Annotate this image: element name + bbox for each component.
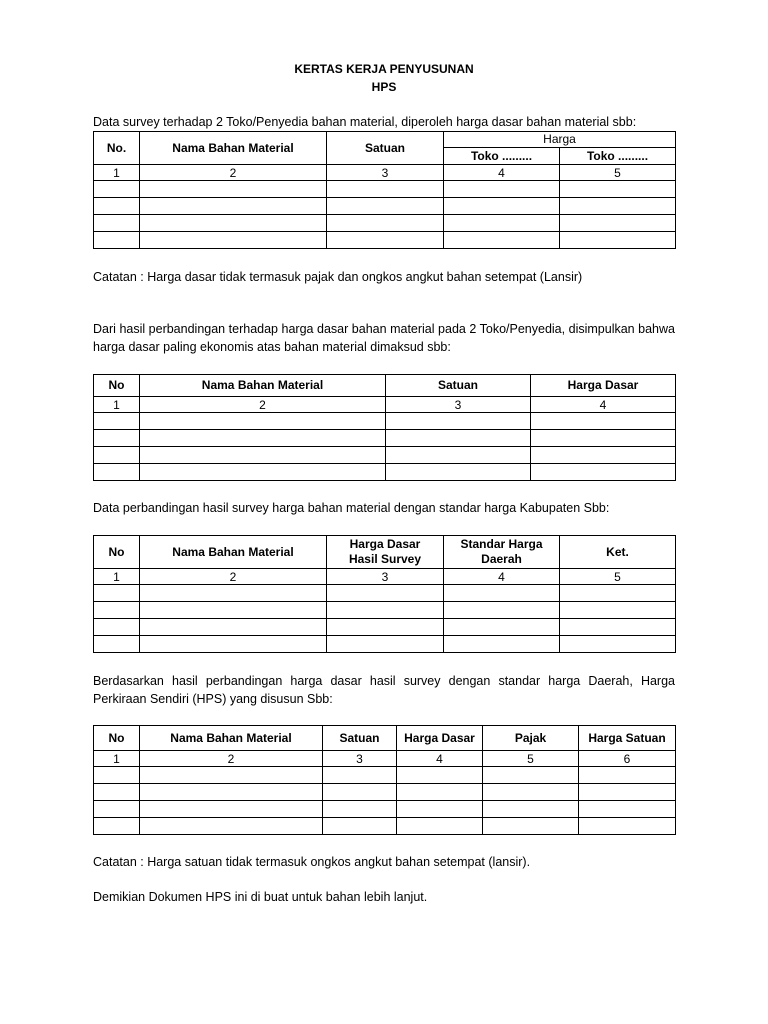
standard-comparison-table xyxy=(93,535,676,653)
hps-intro-text: Berdasarkan hasil perbandingan harga dasar hasil survey dengan standar harga Daerah, Harga Perkiraan Sendiri (HPS) yang disusun Sbb: xyxy=(93,674,675,706)
header-satuan: Satuan xyxy=(327,132,444,165)
column-number: 1 xyxy=(94,569,140,585)
column-number: 3 xyxy=(327,569,444,585)
table-row xyxy=(94,447,676,464)
header-no: No xyxy=(94,375,140,397)
table-row xyxy=(94,430,676,447)
header-harga-dasar-survey xyxy=(327,536,444,569)
header-pajak: Pajak xyxy=(483,726,579,751)
closing-statement: Demikian Dokumen HPS ini di buat untuk bahan lebih lanjut. xyxy=(93,890,428,904)
document-subtitle: HPS xyxy=(371,80,397,94)
header-satuan: Satuan xyxy=(386,375,531,397)
standard-comparison-intro: Data perbandingan hasil survey harga bahan material dengan standar harga Kabupaten Sbb: xyxy=(93,501,610,515)
header-line: Harga Dasar xyxy=(349,537,421,551)
header-nama-bahan: Nama Bahan Material xyxy=(140,726,323,751)
header-ket: Ket. xyxy=(560,536,676,569)
table-row xyxy=(94,215,676,232)
column-number: 4 xyxy=(444,569,560,585)
header-nama-bahan: Nama Bahan Material xyxy=(140,536,327,569)
document-title: KERTAS KERJA PENYUSUNAN xyxy=(294,62,474,76)
column-number: 5 xyxy=(560,165,676,181)
column-number: 2 xyxy=(140,751,323,767)
table-row xyxy=(94,232,676,249)
header-nama-bahan: Nama Bahan Material xyxy=(140,132,327,165)
header-harga: Harga xyxy=(444,132,676,148)
column-number: 1 xyxy=(94,751,140,767)
comparison-intro-text: Dari hasil perbandingan terhadap harga dasar bahan material pada 2 Toko/Penyedia, disimpulkan bahwa harga dasar paling ekonomis atas bahan material dimaksud sbb: xyxy=(93,322,675,354)
column-number: 1 xyxy=(94,165,140,181)
table-row xyxy=(94,767,676,784)
column-number: 2 xyxy=(140,397,386,413)
header-no: No xyxy=(94,726,140,751)
survey-intro-text: Data survey terhadap 2 Toko/Penyedia bahan material, diperoleh harga dasar bahan material sbb: xyxy=(93,115,637,129)
column-number: 1 xyxy=(94,397,140,413)
column-number: 4 xyxy=(444,165,560,181)
column-number: 3 xyxy=(327,165,444,181)
column-number: 3 xyxy=(386,397,531,413)
table-row xyxy=(94,801,676,818)
table-row xyxy=(94,181,676,198)
header-satuan: Satuan xyxy=(323,726,397,751)
column-number: 2 xyxy=(140,569,327,585)
table-row xyxy=(94,818,676,835)
table-row xyxy=(94,464,676,481)
table-row xyxy=(94,636,676,653)
table-row xyxy=(94,784,676,801)
column-number: 5 xyxy=(483,751,579,767)
table-row xyxy=(94,413,676,430)
header-harga-satuan: Harga Satuan xyxy=(579,726,676,751)
column-number: 6 xyxy=(579,751,676,767)
column-number: 4 xyxy=(397,751,483,767)
header-line: Hasil Survey xyxy=(348,552,422,566)
header-harga-dasar: Harga Dasar xyxy=(397,726,483,751)
header-toko-1: Toko ......... xyxy=(444,148,560,165)
header-standar-harga xyxy=(444,536,560,569)
table-row xyxy=(94,602,676,619)
column-number: 4 xyxy=(531,397,676,413)
cheapest-price-table xyxy=(93,374,676,481)
header-line: Standar Harga xyxy=(460,537,543,551)
header-no: No xyxy=(94,536,140,569)
hps-table xyxy=(93,725,676,835)
table-row xyxy=(94,619,676,636)
header-no: No. xyxy=(94,132,140,165)
survey-note: Catatan : Harga dasar tidak termasuk pajak dan ongkos angkut bahan setempat (Lansir) xyxy=(93,270,583,284)
survey-price-table xyxy=(93,131,676,249)
header-harga-dasar: Harga Dasar xyxy=(531,375,676,397)
header-toko-2: Toko ......... xyxy=(560,148,676,165)
hps-note: Catatan : Harga satuan tidak termasuk ongkos angkut bahan setempat (lansir). xyxy=(93,855,531,869)
column-number: 3 xyxy=(323,751,397,767)
column-number: 2 xyxy=(140,165,327,181)
column-number: 5 xyxy=(560,569,676,585)
header-nama-bahan: Nama Bahan Material xyxy=(140,375,386,397)
header-line: Daerah xyxy=(481,552,522,566)
table-row xyxy=(94,198,676,215)
table-row xyxy=(94,585,676,602)
